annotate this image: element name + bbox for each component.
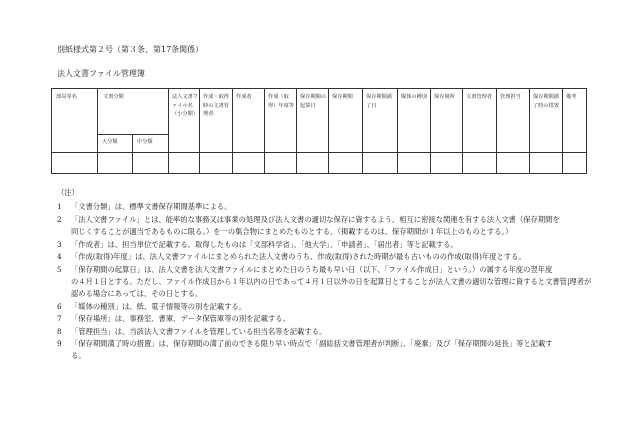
note-continuation: る。 — [71, 351, 86, 361]
note-number: 2 — [57, 214, 62, 224]
form-number: 別紙様式第２号（第３条、第17条関係） — [57, 45, 204, 54]
col-divider — [462, 89, 463, 173]
note-text: 「法人文書ファイル」とは、能率的な事務又は事業の処理及び法人文書の適切な保存に資するよう、相互に密接な関連を有する法人文書（保存期間を — [71, 214, 560, 224]
note-continuation: 同じくすることが適当であるものに限る。）を一の集合物にまとめたものとする。（掲載するのは、保存期間が１年以上のものとする。） — [71, 226, 513, 236]
note-number: 9 — [57, 339, 62, 348]
notes-heading: （注） — [57, 188, 79, 197]
sub-col-divider — [132, 134, 133, 173]
col-header-year: 作成（取得）年度等 — [268, 94, 294, 109]
col-divider — [529, 89, 530, 173]
col-divider — [232, 89, 233, 173]
note-text: 「媒体の種別」は、紙、電子情報等の別を記載する。 — [71, 301, 247, 311]
register-title: 法人文書ファイル管理簿 — [57, 69, 145, 78]
col-header-expiry: 保存期間満了日 — [366, 94, 392, 109]
col-header-period: 保存期間 — [332, 94, 353, 100]
col-header-start-date: 保存期間の起算日 — [300, 94, 326, 109]
note-number: 7 — [57, 314, 62, 323]
note-text: 「保存場所」は、事務室、書庫、データ保管庫等の別を記載する。 — [71, 314, 290, 323]
col-divider — [97, 89, 98, 173]
col-header-medium-type: 媒体の種別 — [401, 94, 427, 100]
note-number: 3 — [57, 239, 62, 249]
col-divider — [562, 89, 563, 173]
note-text: 「作成者」は、担当単位で記載する。取得したものは「文部科学省」、「他大学」、「申請者」、「届出者」等と記載する。 — [71, 239, 458, 249]
note-text: 「文書分類」は、標準文書保存期間基準による。 — [71, 202, 232, 211]
note-text: 「管理担当」は、当該法人文書ファイルを管理している担当名等を記載する。 — [71, 326, 327, 336]
note-number: 1 — [57, 202, 62, 211]
col-header-creator: 作成・取得時の文書管理者 — [203, 94, 229, 118]
note-text: 「作成(取得)年度」は、法人文書ファイルにまとめられた法人文書のうち、作成(取得)された時期が最も古いものの作成(取得)年度とする。 — [71, 252, 526, 261]
col-divider — [328, 89, 329, 173]
col-header-medium: 中分類 — [137, 139, 153, 145]
file-register-table — [51, 88, 587, 174]
col-header-category: 文書分類 — [103, 94, 124, 100]
note-text: 「保存期間の起算日」は、法人文書を法人文書ファイルにまとめた日のうち最も早い日（以下、「ファイル作成日」という。）の属する年度の翌年度 — [71, 264, 553, 274]
note-number: 4 — [57, 252, 62, 261]
col-header-major: 大分類 — [102, 139, 118, 145]
col-divider — [296, 89, 297, 173]
col-header-location: 保存場所 — [434, 94, 455, 100]
col-header-manager: 文書管理者 — [466, 94, 492, 100]
note-continuation: の４月１日とする。ただし、ファイル作成日から１年以内の日であって４月１日以外の日を起算日とすることが法人文書の適切な管理に資すると文書管|理者が認める場合にあっては、その日とする。 — [71, 276, 592, 299]
col-header-remarks: 備考 — [566, 94, 577, 100]
col-divider — [199, 89, 200, 173]
col-header-file-name: 法人文書ファイル名（小分類） — [172, 94, 198, 118]
note-number: 8 — [57, 326, 62, 336]
col-divider — [496, 89, 497, 173]
col-header-measure: 保存期間満了時の措置 — [533, 94, 559, 109]
col-header-author: 作成者 — [236, 94, 252, 100]
col-divider — [430, 89, 431, 173]
col-header-person: 管理担当 — [500, 94, 521, 100]
note-number: 5 — [57, 264, 62, 274]
col-divider — [362, 89, 363, 173]
col-divider — [168, 89, 169, 173]
col-header-dept: 部局等名 — [56, 94, 77, 100]
note-text: 「保存期間満了時の措置」は、保存期間の満了前のできる限り早い時点で「副総括文書管理者が判断」、「廃棄」及び「保存期間の延長」等と記載す — [71, 339, 553, 348]
col-divider — [264, 89, 265, 173]
note-number: 6 — [57, 301, 62, 311]
col-divider — [397, 89, 398, 173]
